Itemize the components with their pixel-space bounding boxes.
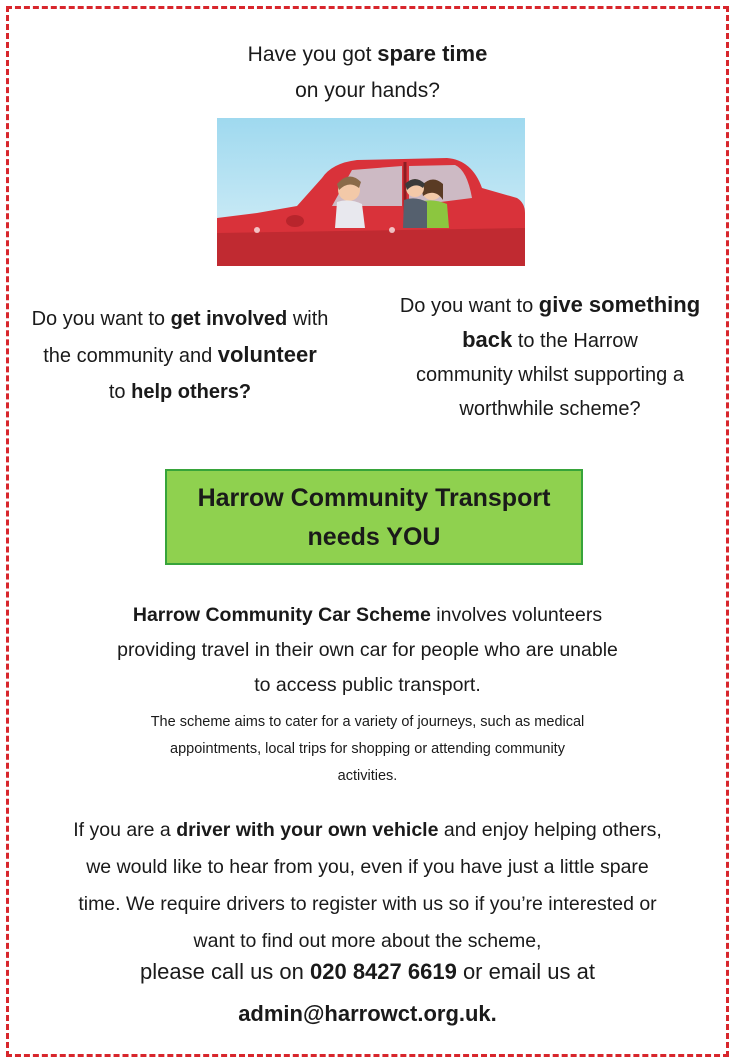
car-with-people-illustration: [217, 118, 525, 266]
needs-you-banner: Harrow Community Transport needs YOU: [165, 469, 583, 565]
contact-line: please call us on 020 8427 6619 or email us at: [140, 959, 595, 984]
driver-appeal: If you are a driver with your own vehicle and enjoy helping others, we would like to hear from you, even if you have just a little spare time. We require drivers to register with us so if you’re interested or want to find out more about the scheme,: [73, 819, 662, 952]
phone-number: 020 8427 6619: [310, 959, 457, 984]
email-address: admin@harrowct.org.uk.: [238, 1001, 497, 1026]
top-question: Have you got spare time on your hands?: [247, 41, 488, 102]
volunteer-question: Do you want to get involved with the community and volunteer to help others?: [31, 308, 329, 403]
scheme-intro: Harrow Community Car Scheme involves volunteers providing travel in their own car for people who are unable to access public transport.: [117, 604, 618, 696]
give-back-question: Do you want to give something back to the Harrow community whilst supporting a worthwhile scheme?: [399, 292, 701, 420]
scheme-aims: The scheme aims to cater for a variety of journeys, such as medical appointments, local trips for shopping or attending community activities.: [150, 714, 585, 784]
